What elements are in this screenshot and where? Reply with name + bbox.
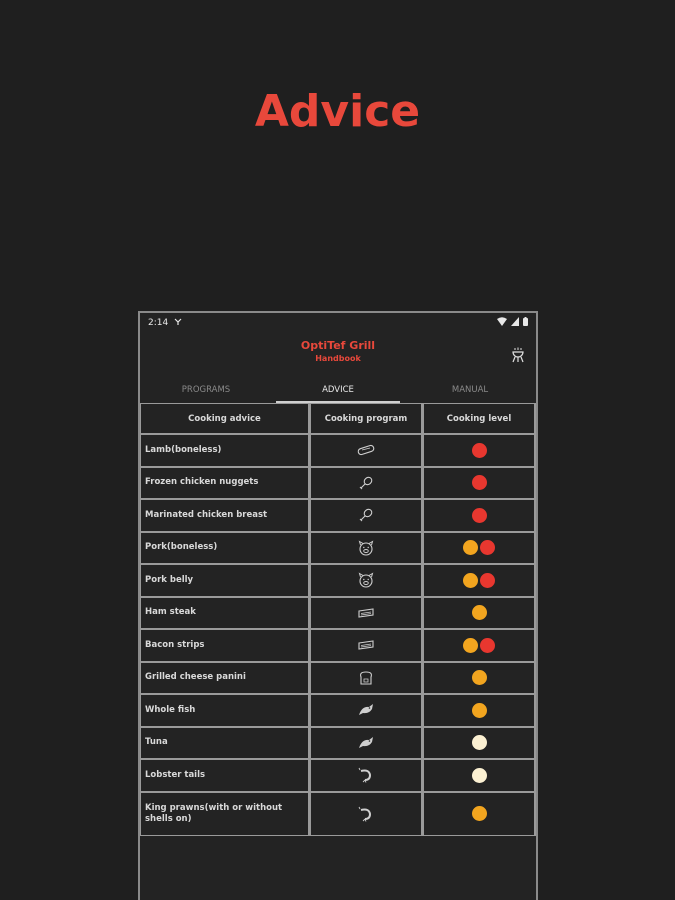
level-dot-red [480,638,495,653]
cooking-advice-name: Lamb(boneless) [140,434,310,467]
pig-icon [357,540,375,556]
header-cooking-program: Cooking program [310,403,423,434]
table-row[interactable] [140,727,536,760]
cooking-level-cell [423,759,536,792]
bacon-icon [357,639,375,651]
level-dot-red [480,540,495,555]
table-row[interactable] [140,792,536,836]
level-dot-orange [463,540,478,555]
app-bar [140,333,536,381]
table-row[interactable] [140,532,536,565]
cooking-advice-name: Ham steak [140,597,310,630]
cooking-level-cell [423,662,536,695]
table-row[interactable] [140,434,536,467]
drumstick-icon [358,507,374,523]
cooking-program-cell [310,629,423,662]
cooking-level-cell [423,467,536,500]
table-row[interactable] [140,759,536,792]
battery-icon [523,317,528,329]
cooking-advice-name: Pork belly [140,564,310,597]
cooking-level-cell [423,629,536,662]
cooking-advice-name: Frozen chicken nuggets [140,467,310,500]
sausage-icon [357,444,375,456]
status-time: 2:14 [148,318,169,328]
device-frame [138,311,538,900]
cooking-program-cell [310,694,423,727]
cooking-program-cell [310,467,423,500]
fish-icon [357,703,375,717]
grill-icon [511,347,525,363]
level-dot-orange [472,670,487,685]
cooking-program-cell [310,564,423,597]
cooking-program-cell [310,499,423,532]
app-title: OptiTef Grill [300,339,376,352]
cooking-advice-name: King prawns(with or without shells on) [140,792,310,836]
level-dot-red [480,573,495,588]
level-dot-orange [472,806,487,821]
cooking-level-cell [423,727,536,760]
cooking-advice-name: Pork(boneless) [140,532,310,565]
hero-title: Advice [254,86,421,137]
notification-icon [174,318,182,329]
advice-table [140,403,536,836]
cooking-level-cell [423,499,536,532]
bread-icon [358,670,374,686]
header-cooking-advice: Cooking advice [140,403,310,434]
level-dot-red [472,508,487,523]
cooking-level-cell [423,694,536,727]
signal-icon [511,317,519,329]
cooking-advice-name: Lobster tails [140,759,310,792]
status-bar [140,313,536,333]
tab-bar [140,381,536,403]
cooking-advice-name: Tuna [140,727,310,760]
cooking-level-cell [423,532,536,565]
table-header-row [140,403,536,434]
fish-icon [357,736,375,750]
header-cooking-level: Cooking level [423,403,536,434]
cooking-program-cell [310,727,423,760]
cooking-advice-name: Whole fish [140,694,310,727]
cooking-program-cell [310,662,423,695]
shrimp-icon [358,806,374,822]
cooking-program-cell [310,759,423,792]
level-dot-cream [472,768,487,783]
wifi-icon [497,317,507,329]
level-dot-orange [472,703,487,718]
cooking-level-cell [423,792,536,836]
shrimp-icon [358,767,374,783]
level-dot-orange [463,573,478,588]
table-row[interactable] [140,694,536,727]
grill-button[interactable] [508,345,528,365]
level-dot-red [472,443,487,458]
table-row[interactable] [140,467,536,500]
cooking-advice-name: Grilled cheese panini [140,662,310,695]
tab-manual[interactable]: MANUAL [451,385,489,395]
cooking-level-cell [423,434,536,467]
table-row[interactable] [140,499,536,532]
cooking-advice-name: Marinated chicken breast [140,499,310,532]
level-dot-orange [463,638,478,653]
cooking-program-cell [310,597,423,630]
table-row[interactable] [140,629,536,662]
bacon-icon [357,607,375,619]
cooking-program-cell [310,434,423,467]
table-row[interactable] [140,597,536,630]
cooking-program-cell [310,532,423,565]
level-dot-orange [472,605,487,620]
app-subtitle: Handbook [315,354,361,363]
level-dot-cream [472,735,487,750]
pig-icon [357,572,375,588]
table-row[interactable] [140,662,536,695]
tab-advice[interactable]: ADVICE [272,381,404,403]
cooking-program-cell [310,792,423,836]
cooking-advice-name: Bacon strips [140,629,310,662]
drumstick-icon [358,475,374,491]
level-dot-red [472,475,487,490]
tab-programs[interactable]: PROGRAMS [181,385,231,395]
cooking-level-cell [423,564,536,597]
cooking-level-cell [423,597,536,630]
table-row[interactable] [140,564,536,597]
